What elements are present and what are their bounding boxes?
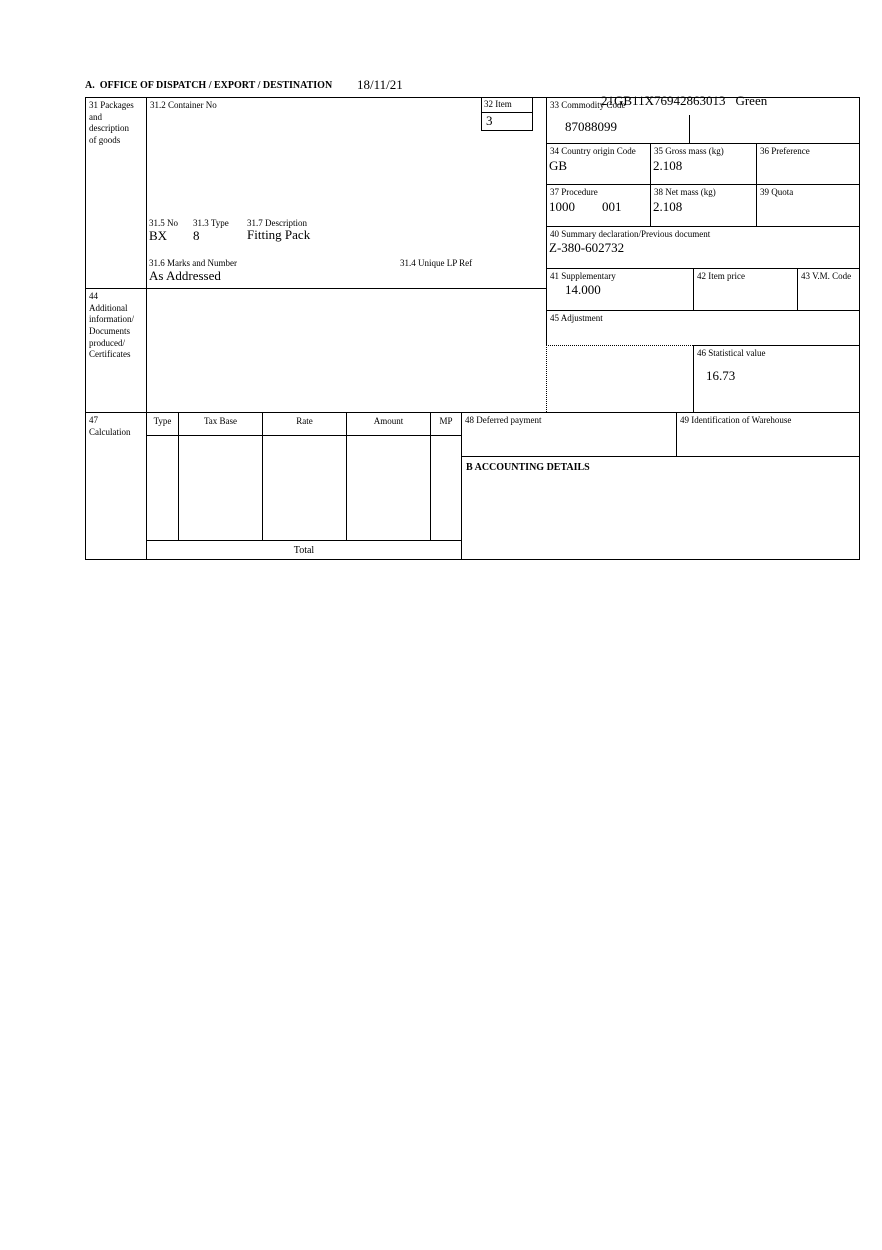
calc-header-mp [430,412,461,435]
box-44-caption [85,288,147,412]
box-46-label: 46 Statistical value [697,348,766,358]
declaration-date: 18/11/21 [357,77,403,92]
caption-line: of goods [89,135,121,146]
calc-column-label: Tax Base [203,416,238,426]
box-43-vm-code [797,268,860,310]
box-32-label: 32 Item [482,98,532,113]
caption-line: description [89,123,129,134]
box-36-preference [756,143,860,184]
marks-numbers-value: As Addressed [149,268,221,283]
box-44-area [146,288,546,412]
caption-line: 31 Packages [89,100,134,110]
net-mass-value: 2.108 [653,199,683,214]
calc-column-label: Rate [296,416,313,426]
box-49-warehouse-id [676,412,860,456]
box-33-label: 33 Commodity Code [550,100,626,110]
procedure-code-extra: 001 [602,199,622,214]
packages-no-label: 31.5 No [149,218,178,228]
caption-line: 44 [89,291,98,301]
box-34-country-origin [546,143,650,184]
box-43-label: 43 V.M. Code [801,271,852,281]
supplementary-units-value: 14.000 [565,282,601,297]
goods-description-label: 31.7 Description [247,218,307,228]
previous-document-value: Z-380-602732 [549,240,625,255]
box-46-statistical-value [693,345,860,412]
office-of-dispatch-header: A. OFFICE OF DISPATCH / EXPORT / DESTINATION [85,80,333,91]
box-40-label: 40 Summary declaration/Previous document [550,229,711,239]
calc-column-label: Amount [373,416,404,426]
statistical-value: 16.73 [706,368,736,383]
caption-line: Additional [89,302,128,313]
box-34-label: 34 Country origin Code [550,146,636,156]
caption-line: Certificates [89,349,131,360]
caption-line: information/ [89,314,134,325]
caption-line: 47 [89,415,98,425]
container-no-label: 31.2 Container No [150,100,217,110]
box-37-label: 37 Procedure [550,187,598,197]
calc-body-amount [346,435,430,540]
caption-line: Documents [89,326,130,337]
packages-type-label: 31.3 Type [193,218,229,228]
box-47-caption [85,412,147,560]
box-48-deferred-payment [461,412,676,456]
box-35-label: 35 Gross mass (kg) [654,146,724,156]
gross-mass-value: 2.108 [653,158,683,173]
box-32-item [481,97,533,131]
calc-column-label: MP [439,416,453,426]
box-37-procedure [546,184,650,226]
box-45-adjustment [546,310,860,345]
calc-header-amount [346,412,430,435]
box-39-quota [756,184,860,226]
box-38-label: 38 Net mass (kg) [654,187,716,197]
calc-header-tax-base [178,412,262,435]
calc-total-label: Total [293,545,315,556]
dotted-spare-area [546,345,693,412]
procedure-code-value: 1000 [549,199,575,214]
marks-numbers-label: 31.6 Marks and Number [149,258,237,268]
box-36-label: 36 Preference [760,146,810,156]
calc-header-type [146,412,178,435]
box-38-net-mass [650,184,756,226]
routing-status: Green [735,93,768,108]
box-41-label: 41 Supplementary [550,271,616,281]
calc-header-rate [262,412,346,435]
calc-body-type [146,435,178,540]
box-b-accounting-details [461,456,860,560]
calc-body-mp [430,435,461,540]
mrn-number: 21GB11X76942863013 [601,93,726,108]
box-42-item-price [693,268,797,310]
calc-body-tax-base [178,435,262,540]
country-origin-value: GB [549,158,568,173]
caption-line: Calculation [89,426,131,437]
calc-column-label: Type [153,416,172,426]
commodity-code-divider [689,115,690,143]
caption-line: and [89,111,102,122]
box-42-label: 42 Item price [697,271,745,281]
commodity-code-value: 87088099 [565,119,617,134]
item-number-value: 3 [486,112,493,128]
accounting-details-label: B ACCOUNTING DETAILS [466,462,590,473]
box-41-supplementary [546,268,693,310]
box-39-label: 39 Quota [760,187,794,197]
caption-line: produced/ [89,337,125,348]
goods-description-value: Fitting Pack [247,227,311,242]
box-45-label: 45 Adjustment [550,313,603,323]
unique-lp-ref-label: 31.4 Unique LP Ref [400,258,473,268]
box-48-label: 48 Deferred payment [465,415,542,425]
box-33-commodity-code [546,97,860,143]
packages-no-value: BX [149,228,168,243]
calc-body-rate [262,435,346,540]
calc-total-row [146,540,461,560]
box-40-summary-declaration [546,226,860,268]
packages-type-value: 8 [193,228,200,243]
box-31-caption [85,97,147,288]
box-49-label: 49 Identification of Warehouse [680,415,792,425]
box-35-gross-mass [650,143,756,184]
